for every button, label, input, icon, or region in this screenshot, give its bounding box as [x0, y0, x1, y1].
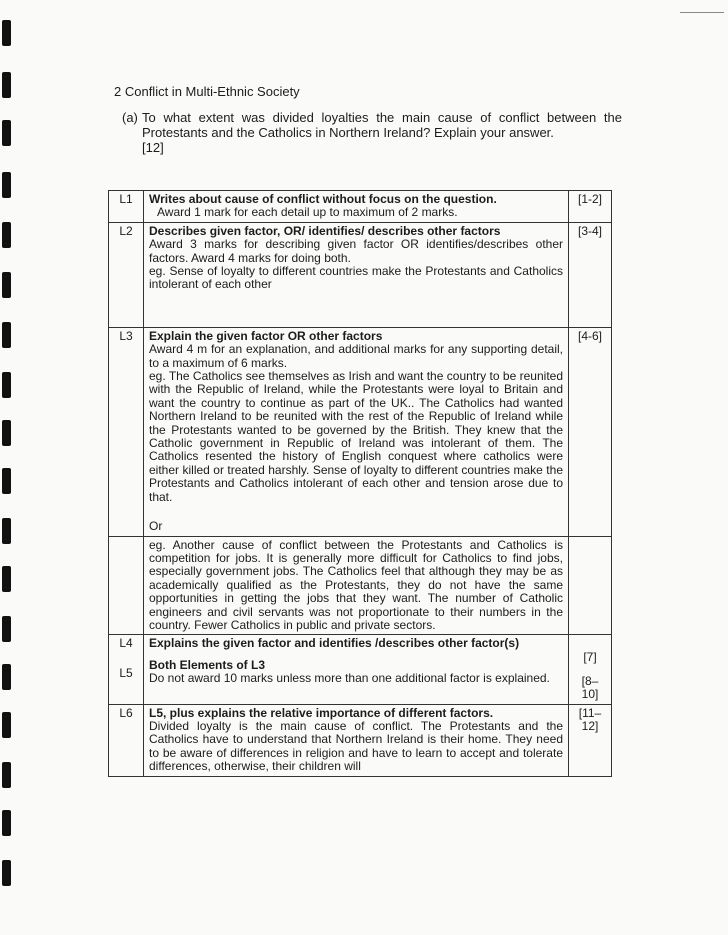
binder-hole	[2, 72, 11, 98]
question	[122, 110, 622, 155]
binder-hole	[2, 664, 11, 690]
binder-hole	[2, 20, 11, 46]
mark-scheme-table	[108, 190, 612, 777]
level-example: eg. Another cause of conflict between the Protestants and Catholics is competition for jobs. It is generally more difficult for Catholics to find jobs, especially government jobs. The Catholics feel that although they may be as academically qualified as the Protestants, they do not have the same opportunities in getting the jobs that they want. The number of Catholic engineers and civil servants was not proportionate to their numbers in the country. Fewer Catholics in public and private sectors.	[149, 537, 563, 632]
level-label-empty	[109, 536, 144, 635]
level-heading: L5, plus explains the relative importance of different factors.	[149, 705, 494, 720]
level-body: Award 4 m for an explanation, and additional marks for any supporting detail, to a maximum of 6 marks.	[149, 342, 563, 370]
level-marks	[569, 635, 612, 704]
level-marks: [11–12]	[569, 704, 612, 776]
level-marks: [1-2]	[569, 191, 612, 223]
table-row	[109, 635, 612, 704]
level-heading: Writes about cause of conflict without focus on the question.	[149, 192, 497, 206]
binder-hole	[2, 860, 11, 886]
level-descriptor	[144, 704, 569, 776]
table-row	[109, 222, 612, 327]
level-label: L1	[109, 191, 144, 223]
binder-hole	[2, 810, 11, 836]
level-body: Divided loyalty is the main cause of conflict. The Protestants and the Catholics have to understand that Northern Ireland is their home. They need to be aware of differences in religion and have to learn to accept and tolerate differences, otherwise, their children will	[149, 718, 563, 774]
level-heading: Describes given factor, OR/ identifies/ describes other factors	[149, 223, 501, 238]
binder-hole	[2, 322, 11, 348]
level-marks-l5: [8–10]	[581, 673, 599, 702]
scan-mark	[680, 12, 724, 13]
binder-hole	[2, 120, 11, 146]
level-marks: [3-4]	[569, 222, 612, 327]
or-separator: Or	[149, 519, 163, 534]
binder-hole	[2, 420, 11, 446]
binder-hole	[2, 566, 11, 592]
level-label-l5: L5	[119, 665, 133, 680]
level-descriptor	[144, 327, 569, 536]
level-descriptor	[144, 222, 569, 327]
level-label: L3	[109, 327, 144, 536]
level-heading: Both Elements of L3	[149, 657, 266, 672]
level-body: Award 1 mark for each detail up to maximum of 2 marks.	[157, 205, 458, 220]
binder-hole	[2, 372, 11, 398]
level-descriptor	[144, 191, 569, 223]
level-example: eg. The Catholics see themselves as Irish and want the country to be reunited with the Republic of Ireland, while the Protestants were loyal to Britain and want the country to continue as part of the UK.. The Catholics had wanted Northern Ireland to be reunited with the rest of the Republic of Ireland while the Protestants wanted to be governed by the British. They knew that the Catholic government in Republic of Ireland was intolerant of them. The Catholics resented the history of English conquest where catholics were either killed or treated harshly. Sense of loyalty to different countries make the Protestants and Catholics intolerant of each other and tension arose due to that.	[149, 369, 563, 504]
level-body: Do not award 10 marks unless more than one additional factor is explained.	[149, 671, 550, 686]
binder-holes	[0, 0, 22, 935]
binder-hole	[2, 468, 11, 494]
question-marks: [12]	[142, 140, 164, 155]
binder-hole	[2, 222, 11, 248]
level-heading: Explain the given factor OR other factors	[149, 328, 383, 343]
level-example: eg. Sense of loyalty to different countries make the Protestants and Catholics intolerant of each other	[149, 264, 563, 292]
level-marks-empty	[569, 536, 612, 635]
question-number: (a)	[122, 110, 138, 125]
level-descriptor	[144, 536, 569, 635]
binder-hole	[2, 272, 11, 298]
table-row	[109, 536, 612, 635]
level-marks-l4: [7]	[583, 650, 597, 665]
binder-hole	[2, 172, 11, 198]
table-row	[109, 191, 612, 223]
section-title: 2 Conflict in Multi-Ethnic Society	[114, 84, 300, 99]
level-label-l4: L4	[119, 636, 133, 651]
binder-hole	[2, 762, 11, 788]
level-descriptor	[144, 635, 569, 704]
level-marks: [4-6]	[569, 327, 612, 536]
level-heading: Explains the given factor and identifies /describes other factor(s)	[149, 636, 520, 651]
binder-hole	[2, 616, 11, 642]
level-label: L2	[109, 222, 144, 327]
binder-hole	[2, 518, 11, 544]
table-row	[109, 704, 612, 776]
level-label: L6	[109, 704, 144, 776]
level-label	[109, 635, 144, 704]
level-body: Award 3 marks for describing given factor OR identifies/describes other factors. Award 4 marks for doing both.	[149, 237, 563, 265]
question-text: To what extent was divided loyalties the main cause of conflict between the Protestants and the Catholics in Northern Ireland? Explain your answer.	[142, 110, 622, 140]
table-row	[109, 327, 612, 536]
binder-hole	[2, 712, 11, 738]
